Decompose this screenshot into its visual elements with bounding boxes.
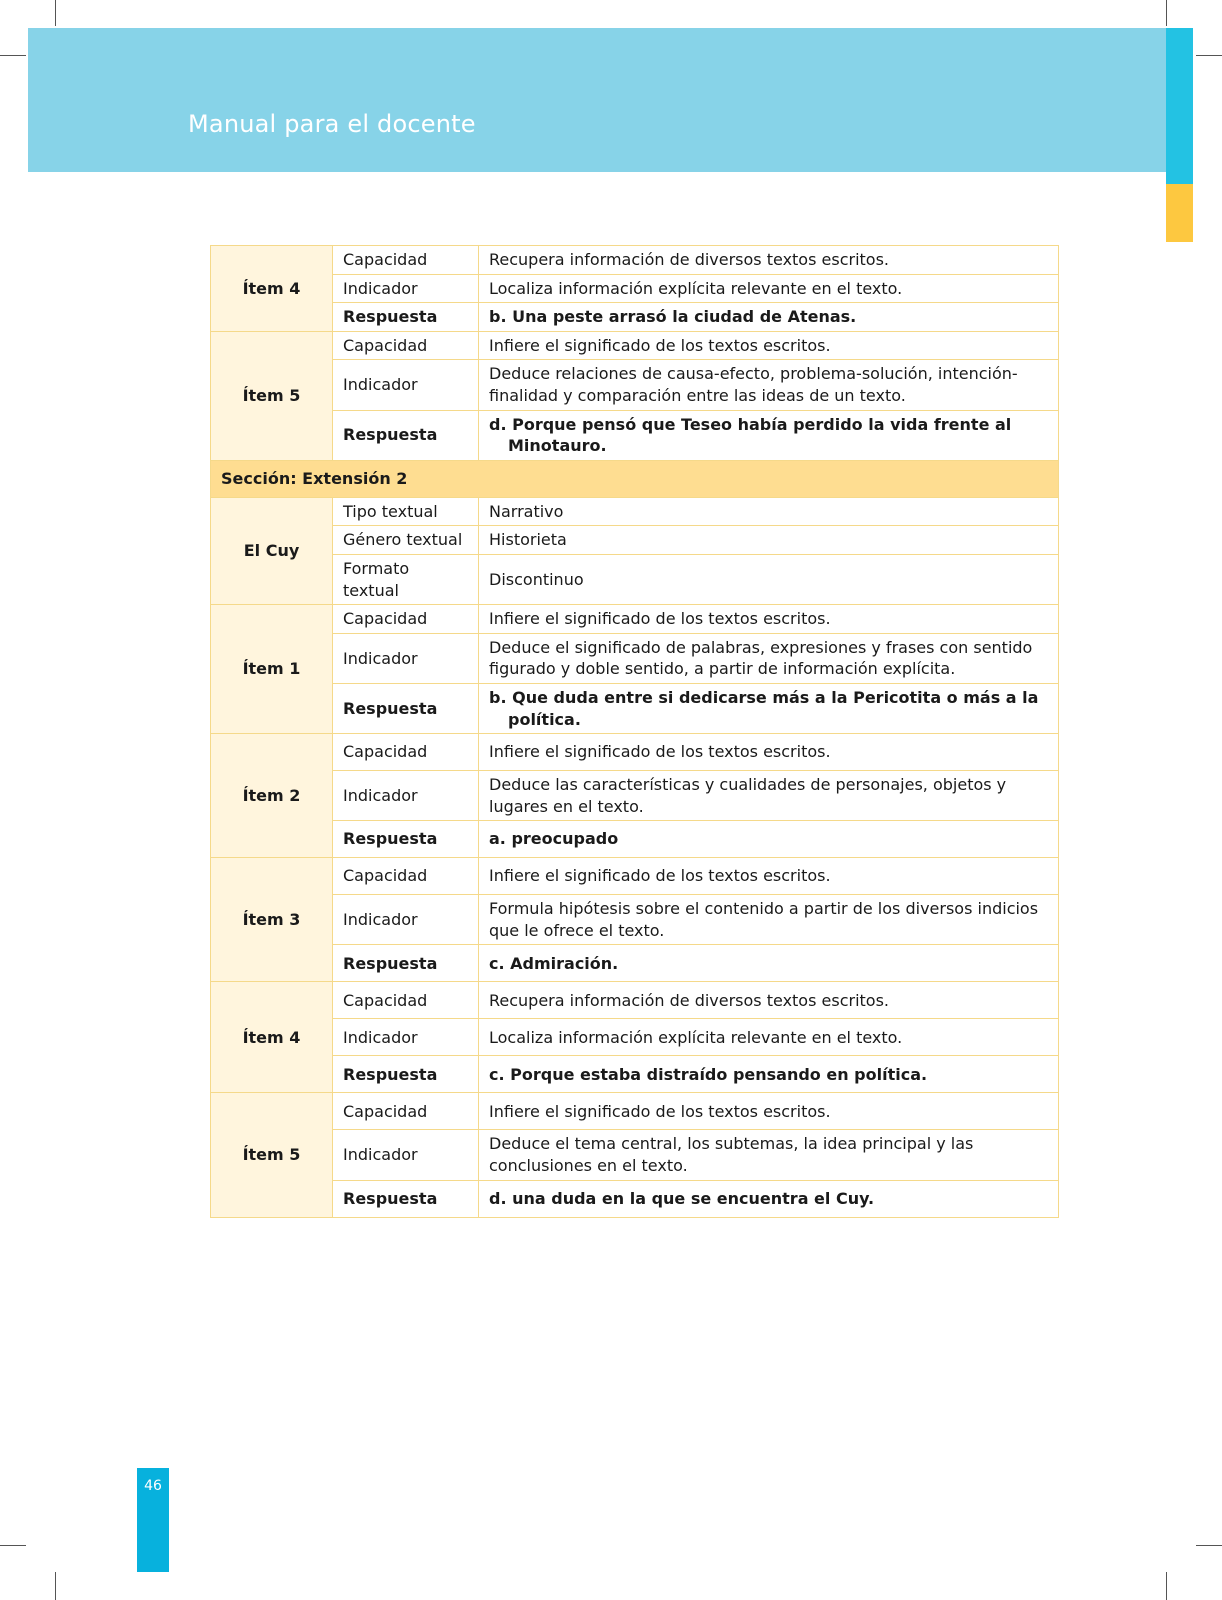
answer-value: b. Que duda entre si dedicarse más a la Pericotita o más a la política. [479,683,1059,733]
table-row [211,982,1059,1019]
table-row [211,1180,1059,1217]
row-label: Indicador [333,771,479,821]
row-label: Formato textual [333,554,479,604]
answer-value: d. una duda en la que se encuentra el Cuy. [479,1180,1059,1217]
crop-mark [55,0,56,26]
item-label: Ítem 3 [211,858,333,982]
table-row [211,683,1059,733]
table-row [211,895,1059,945]
row-value: Infiere el significado de los textos escritos. [479,605,1059,634]
side-tab-yellow [1166,184,1193,242]
row-label: Respuesta [333,303,479,332]
item-label: Ítem 4 [211,246,333,332]
table-row [211,410,1059,460]
row-value: Infiere el significado de los textos escritos. [479,734,1059,771]
row-value: Deduce las características y cualidades de personajes, objetos y lugares en el texto. [479,771,1059,821]
table-row [211,1056,1059,1093]
row-value: Localiza información explícita relevante en el texto. [479,1019,1059,1056]
table-row [211,771,1059,821]
table-row [211,734,1059,771]
row-value: Deduce el significado de palabras, expresiones y frases con sentido figurado y doble sentido, a partir de información explícita. [479,633,1059,683]
row-value: Infiere el significado de los textos escritos. [479,858,1059,895]
row-value: Infiere el significado de los textos escritos. [479,331,1059,360]
item-label: Ítem 2 [211,734,333,858]
answer-value: b. Una peste arrasó la ciudad de Atenas. [479,303,1059,332]
row-label: Indicador [333,895,479,945]
table-row [211,1130,1059,1180]
row-label: Capacidad [333,605,479,634]
row-label: Indicador [333,1130,479,1180]
table-row [211,274,1059,303]
row-label: Capacidad [333,734,479,771]
crop-mark [0,55,26,56]
item-label: Ítem 5 [211,1093,333,1217]
table-row [211,1019,1059,1056]
row-label: Respuesta [333,410,479,460]
row-value: Localiza información explícita relevante en el texto. [479,274,1059,303]
item-label: Ítem 5 [211,331,333,460]
crop-mark [1196,55,1222,56]
row-label: Respuesta [333,683,479,733]
table-row [211,526,1059,555]
answer-value: d. Porque pensó que Teseo había perdido la vida frente al Minotauro. [479,410,1059,460]
row-label: Género textual [333,526,479,555]
table-row [211,945,1059,982]
table-row [211,1093,1059,1130]
crop-mark [1196,1545,1222,1546]
row-label: Respuesta [333,1056,479,1093]
table-row [211,246,1059,275]
table-row [211,331,1059,360]
table-row [211,554,1059,604]
row-label: Respuesta [333,945,479,982]
page-number: 46 [144,1478,162,1494]
table-row [211,497,1059,526]
side-tab-blue [1166,28,1193,184]
row-label: Indicador [333,1019,479,1056]
row-value: Infiere el significado de los textos escritos. [479,1093,1059,1130]
crop-mark [1166,0,1167,26]
row-label: Capacidad [333,858,479,895]
row-value: Deduce el tema central, los subtemas, la idea principal y las conclusiones en el texto. [479,1130,1059,1180]
row-label: Capacidad [333,246,479,275]
row-label: Respuesta [333,1180,479,1217]
table-row [211,821,1059,858]
crop-mark [0,1545,26,1546]
section-title: Sección: Extensión 2 [211,460,1059,497]
answer-value: a. preocupado [479,821,1059,858]
item-label: El Cuy [211,497,333,604]
row-label: Capacidad [333,331,479,360]
table-row [211,605,1059,634]
row-label: Indicador [333,633,479,683]
row-value: Deduce relaciones de causa-efecto, problema-solución, intención-finalidad y comparación entre las ideas de un texto. [479,360,1059,410]
row-label: Indicador [333,360,479,410]
crop-mark [1166,1572,1167,1600]
row-label: Capacidad [333,982,479,1019]
row-label: Tipo textual [333,497,479,526]
row-value: Formula hipótesis sobre el contenido a partir de los diversos indicios que le ofrece el texto. [479,895,1059,945]
row-value: Recupera información de diversos textos escritos. [479,982,1059,1019]
row-label: Respuesta [333,821,479,858]
section-row [211,460,1059,497]
item-label: Ítem 1 [211,605,333,734]
row-value: Narrativo [479,497,1059,526]
row-value: Historieta [479,526,1059,555]
row-value: Recupera información de diversos textos escritos. [479,246,1059,275]
row-value: Discontinuo [479,554,1059,604]
header-band [28,28,1166,172]
crop-mark [55,1572,56,1600]
answer-value: c. Admiración. [479,945,1059,982]
evaluation-table [210,245,1059,1218]
table-row [211,858,1059,895]
answer-value: c. Porque estaba distraído pensando en política. [479,1056,1059,1093]
item-label: Ítem 4 [211,982,333,1093]
row-label: Capacidad [333,1093,479,1130]
row-label: Indicador [333,274,479,303]
table-row [211,633,1059,683]
table-row [211,303,1059,332]
page-title: Manual para el docente [188,110,476,138]
table-row [211,360,1059,410]
